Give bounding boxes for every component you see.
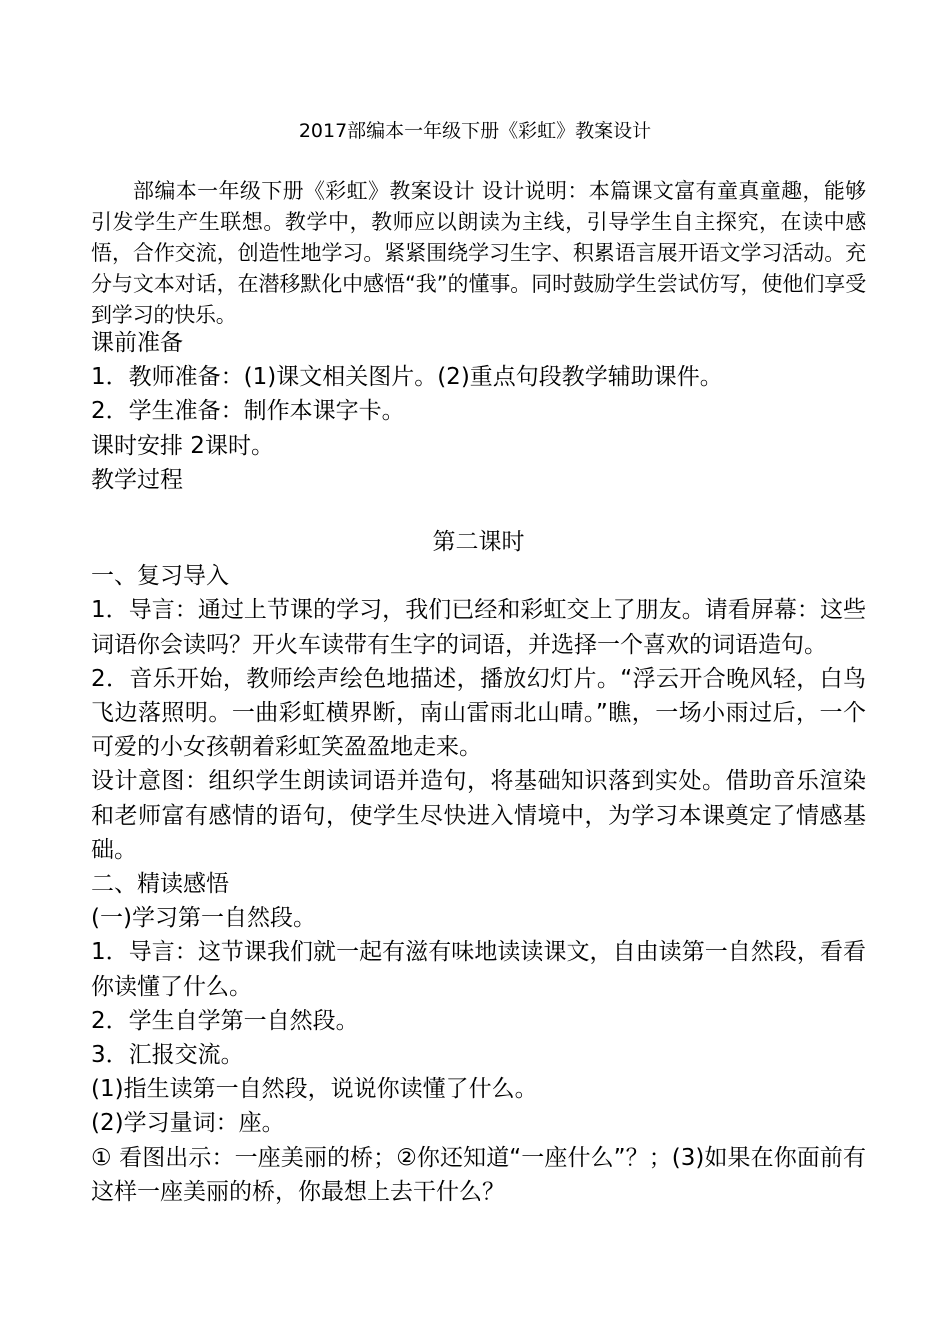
lesson-heading: 第二课时 — [432, 529, 525, 556]
prep-item-teacher: 1．教师准备：(1)课文相关图片。(2)重点句段教学辅助课件。 — [91, 364, 723, 391]
section-2-heading: 二、精读感悟 — [91, 871, 229, 898]
document-title: 2017部编本一年级下册《彩虹》教案设计 — [298, 120, 652, 142]
spacer — [91, 497, 866, 525]
schedule-line: 课时安排 2课时。 — [91, 432, 274, 459]
section-2-paragraph-3: 3．汇报交流。 — [91, 1042, 244, 1069]
section-2-item-3: ① 看图出示：一座美丽的桥；②你还知道“一座什么”？；(3)如果在你面前有这样一座美丽的桥，你最想上去干什么？ — [91, 1144, 866, 1205]
section-1-design-intent: 设计意图：组织学生朗读词语并造句，将基础知识落到实处。借助音乐渲染和老师富有感情的语句，使学生尽快进入情境中，为学习本课奠定了情感基础。 — [91, 768, 866, 863]
prep-item-student: 2．学生准备：制作本课字卡。 — [91, 398, 405, 425]
section-2-paragraph-1: 1．导言：这节课我们就一起有滋有味地读读课文，自由读第一自然段，看看你读懂了什么。 — [91, 939, 866, 1000]
document-body — [91, 326, 866, 1209]
process-heading: 教学过程 — [91, 466, 183, 493]
section-1-paragraph-1: 1．导言：通过上节课的学习，我们已经和彩虹交上了朋友。请看屏幕：这些词语你会读吗？开火车读带有生字的词语，并选择一个喜欢的词语造句。 — [91, 597, 866, 658]
design-intro-paragraph: 部编本一年级下册《彩虹》教案设计 设计说明：本篇课文富有童真童趣，能够引发学生产生联想。教学中，教师应以朗读为主线，引导学生自主探究，在读中感悟，合作交流，创造性地学习。紧紧围绕学习生字、积累语言展开语文学习活动。充分与文本对话，在潜移默化中感悟“我”的懂事。同时鼓励学生尝试仿写，使他们享受到学习的快乐。 — [91, 179, 866, 327]
section-1-heading: 一、复习导入 — [91, 563, 229, 590]
prep-heading: 课前准备 — [91, 330, 183, 356]
section-2-item-2: (2)学习量词：座。 — [91, 1110, 285, 1137]
section-2-item-1: (1)指生读第一自然段，说说你读懂了什么。 — [91, 1076, 538, 1103]
section-2-paragraph-2: 2．学生自学第一自然段。 — [91, 1007, 359, 1034]
section-2-subheading: (一)学习第一自然段。 — [91, 905, 316, 932]
section-1-paragraph-2: 2．音乐开始，教师绘声绘色地描述，播放幻灯片。“浮云开合晚风轻，白鸟飞边落照明。一曲彩虹横界断，南山雷雨北山晴。”瞧，一场小雨过后，一个可爱的小女孩朝着彩虹笑盈盈地走来。 — [91, 665, 866, 761]
